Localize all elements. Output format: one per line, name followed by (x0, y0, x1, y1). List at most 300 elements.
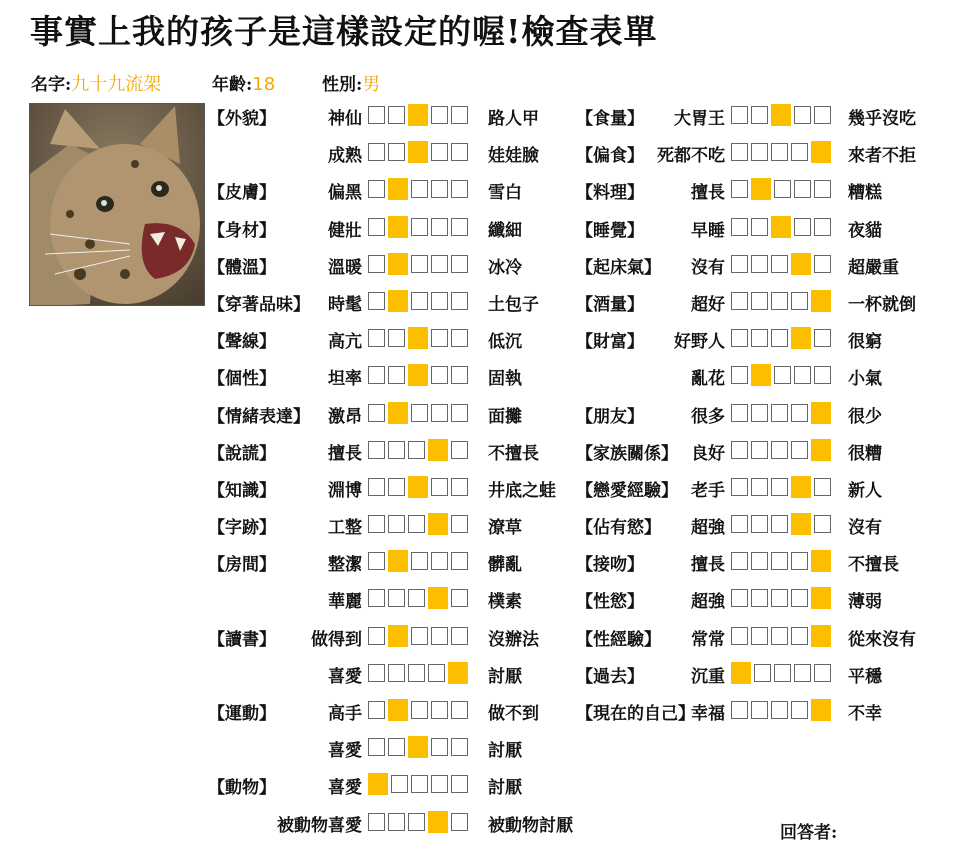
rating-box[interactable] (431, 738, 448, 756)
rating-box[interactable] (368, 441, 385, 459)
rating-box[interactable] (731, 627, 748, 645)
rating-box[interactable] (368, 292, 385, 310)
rating-box[interactable] (814, 218, 831, 236)
rating-box[interactable] (451, 478, 468, 496)
rating-box[interactable] (731, 552, 748, 570)
rating-scale (731, 106, 831, 126)
right-trait-label: 土包子 (488, 294, 539, 315)
rating-box-selected[interactable] (811, 402, 831, 424)
rating-box[interactable] (431, 775, 448, 793)
rating-scale (368, 515, 468, 535)
rating-scale (368, 404, 468, 424)
rating-scale (368, 664, 468, 684)
rating-box[interactable] (814, 478, 831, 496)
checklist-row (208, 98, 568, 135)
rating-box[interactable] (388, 366, 405, 384)
rating-scale (731, 552, 831, 572)
rating-scale (368, 329, 468, 349)
rating-box[interactable] (391, 775, 408, 793)
left-trait-label: 時髦 (328, 294, 362, 315)
checklist-row (576, 396, 936, 433)
left-trait-label: 偏黑 (328, 183, 362, 204)
gender-field (322, 70, 380, 96)
rating-box[interactable] (814, 366, 831, 384)
rating-box[interactable] (751, 143, 768, 161)
rating-box[interactable] (431, 404, 448, 422)
right-trait-label: 沒辦法 (488, 629, 539, 650)
rating-box[interactable] (771, 589, 788, 607)
rating-box[interactable] (431, 292, 448, 310)
category-label: 【皮膚】 (208, 183, 276, 204)
right-trait-label: 幾乎沒吃 (848, 109, 916, 129)
rating-box[interactable] (751, 701, 768, 719)
category-label: 【財富】 (576, 332, 644, 353)
rating-box[interactable] (388, 106, 405, 124)
rating-box[interactable] (388, 329, 405, 347)
left-trait-label: 神仙 (328, 109, 362, 129)
right-trait-label: 夜貓 (848, 220, 882, 241)
right-trait-label: 面攤 (488, 406, 522, 427)
rating-box-selected[interactable] (408, 736, 428, 758)
rating-box[interactable] (794, 106, 811, 124)
right-trait-label: 固執 (488, 369, 522, 390)
rating-box-selected[interactable] (791, 327, 811, 349)
rating-box-selected[interactable] (408, 364, 428, 386)
rating-box[interactable] (771, 143, 788, 161)
rating-box[interactable] (408, 664, 425, 682)
category-label: 【料理】 (576, 183, 644, 204)
rating-box[interactable] (731, 143, 748, 161)
rating-box[interactable] (791, 292, 808, 310)
right-trait-label: 不擅長 (848, 555, 899, 576)
rating-box[interactable] (751, 292, 768, 310)
left-trait-label: 很多 (691, 406, 725, 427)
rating-box[interactable] (774, 180, 791, 198)
name-field (31, 70, 161, 96)
right-trait-label: 新人 (848, 480, 882, 501)
category-label: 【接吻】 (576, 555, 644, 576)
rating-box[interactable] (771, 478, 788, 496)
rating-scale (731, 143, 831, 163)
checklist-row (208, 619, 568, 656)
name-label: 名字: (31, 75, 72, 95)
rating-box[interactable] (451, 441, 468, 459)
rating-box[interactable] (754, 664, 771, 682)
right-trait-label: 娃娃臉 (488, 146, 539, 167)
rating-box[interactable] (731, 218, 748, 236)
rating-box[interactable] (451, 180, 468, 198)
rating-box-selected[interactable] (811, 439, 831, 461)
left-trait-label: 擅長 (691, 183, 725, 204)
rating-box[interactable] (411, 701, 428, 719)
rating-box[interactable] (451, 106, 468, 124)
checklist-row (576, 433, 936, 470)
rating-box[interactable] (751, 218, 768, 236)
left-trait-label: 早睡 (691, 220, 725, 241)
rating-box[interactable] (411, 292, 428, 310)
category-label: 【食量】 (576, 109, 644, 129)
right-trait-label: 超嚴重 (848, 257, 899, 278)
rating-box[interactable] (411, 552, 428, 570)
rating-box[interactable] (388, 143, 405, 161)
rating-box[interactable] (411, 404, 428, 422)
rating-box[interactable] (774, 366, 791, 384)
rating-box[interactable] (368, 404, 385, 422)
left-trait-label: 死都不吃 (657, 146, 725, 167)
rating-box[interactable] (431, 627, 448, 645)
gender-value: 男 (362, 74, 381, 95)
rating-box[interactable] (451, 701, 468, 719)
rating-box-selected[interactable] (771, 216, 791, 238)
right-trait-label: 糟糕 (848, 183, 882, 204)
rating-box[interactable] (368, 478, 385, 496)
category-label: 【讀書】 (208, 629, 276, 650)
rating-box[interactable] (368, 366, 385, 384)
rating-box-selected[interactable] (388, 699, 408, 721)
rating-box[interactable] (791, 627, 808, 645)
rating-box-selected[interactable] (408, 104, 428, 126)
age-field (212, 70, 275, 95)
rating-scale (731, 441, 831, 461)
rating-box[interactable] (411, 775, 428, 793)
left-trait-label: 大胃王 (674, 109, 725, 129)
rating-box-selected[interactable] (388, 402, 408, 424)
rating-box[interactable] (368, 143, 385, 161)
rating-scale (731, 478, 831, 498)
rating-box-selected[interactable] (388, 290, 408, 312)
checklist-row (576, 619, 936, 656)
rating-box[interactable] (431, 180, 448, 198)
rating-box[interactable] (771, 515, 788, 533)
rating-box[interactable] (751, 404, 768, 422)
rating-box[interactable] (388, 441, 405, 459)
right-trait-label: 小氣 (848, 369, 882, 390)
answerer-label: 回答者: (780, 823, 838, 843)
rating-box[interactable] (771, 404, 788, 422)
rating-box[interactable] (794, 180, 811, 198)
rating-box[interactable] (431, 329, 448, 347)
left-trait-label: 喜愛 (328, 666, 362, 687)
rating-box[interactable] (431, 552, 448, 570)
rating-box[interactable] (791, 143, 808, 161)
left-trait-label: 坦率 (328, 369, 362, 390)
checklist-row (576, 247, 936, 284)
checklist-row (576, 321, 936, 358)
rating-box[interactable] (431, 106, 448, 124)
left-trait-label: 好野人 (674, 332, 725, 353)
rating-box[interactable] (751, 329, 768, 347)
left-trait-label: 沒有 (691, 257, 725, 278)
rating-box[interactable] (731, 366, 748, 384)
rating-box[interactable] (368, 627, 385, 645)
rating-scale (731, 627, 831, 647)
left-trait-label: 幸福 (691, 704, 725, 724)
rating-box[interactable] (368, 664, 385, 682)
rating-scale (368, 701, 468, 721)
checklist-row (208, 172, 568, 209)
rating-box[interactable] (368, 329, 385, 347)
rating-box[interactable] (451, 738, 468, 756)
rating-box[interactable] (731, 292, 748, 310)
rating-box[interactable] (451, 775, 468, 793)
rating-box-selected[interactable] (811, 587, 831, 609)
checklist-row (576, 581, 936, 618)
rating-box[interactable] (751, 441, 768, 459)
rating-box-selected[interactable] (428, 811, 448, 833)
checklist-row (576, 210, 936, 247)
rating-box[interactable] (791, 404, 808, 422)
right-trait-label: 不幸 (848, 704, 882, 724)
right-trait-label: 路人甲 (488, 109, 539, 129)
rating-box-selected[interactable] (428, 439, 448, 461)
name-value: 九十九流架 (71, 74, 162, 95)
rating-box-selected[interactable] (368, 773, 388, 795)
rating-box[interactable] (451, 366, 468, 384)
rating-scale (368, 478, 468, 498)
rating-box[interactable] (411, 255, 428, 273)
leopard-cat-photo (29, 103, 205, 306)
right-trait-label: 討厭 (488, 778, 522, 799)
left-trait-label: 良好 (691, 443, 725, 464)
category-label: 【睡覺】 (576, 220, 644, 241)
rating-scale (368, 366, 468, 386)
rating-box[interactable] (368, 255, 385, 273)
rating-box[interactable] (408, 515, 425, 533)
rating-box-selected[interactable] (811, 550, 831, 572)
rating-box-selected[interactable] (408, 476, 428, 498)
rating-box[interactable] (751, 515, 768, 533)
rating-box[interactable] (751, 255, 768, 273)
rating-box[interactable] (368, 552, 385, 570)
rating-box-selected[interactable] (428, 587, 448, 609)
rating-box[interactable] (791, 589, 808, 607)
rating-box-selected[interactable] (751, 178, 771, 200)
rating-box-selected[interactable] (811, 625, 831, 647)
rating-box[interactable] (731, 329, 748, 347)
rating-box[interactable] (814, 255, 831, 273)
rating-box[interactable] (368, 515, 385, 533)
rating-box[interactable] (431, 701, 448, 719)
rating-box[interactable] (751, 589, 768, 607)
rating-box[interactable] (814, 664, 831, 682)
rating-box[interactable] (408, 813, 425, 831)
rating-box[interactable] (451, 255, 468, 273)
right-trait-label: 冰冷 (488, 257, 522, 278)
rating-box[interactable] (431, 478, 448, 496)
rating-box[interactable] (368, 701, 385, 719)
rating-box[interactable] (751, 627, 768, 645)
right-trait-label: 不擅長 (488, 443, 539, 464)
rating-box[interactable] (814, 106, 831, 124)
rating-box[interactable] (388, 664, 405, 682)
category-label: 【佔有慾】 (576, 518, 661, 539)
rating-box[interactable] (731, 180, 748, 198)
rating-box-selected[interactable] (388, 178, 408, 200)
rating-box-selected[interactable] (811, 290, 831, 312)
rating-box-selected[interactable] (408, 327, 428, 349)
rating-box[interactable] (771, 441, 788, 459)
rating-box[interactable] (388, 478, 405, 496)
category-label: 【體溫】 (208, 257, 276, 278)
rating-box[interactable] (368, 106, 385, 124)
rating-box[interactable] (751, 552, 768, 570)
rating-box-selected[interactable] (811, 699, 831, 721)
rating-box-selected[interactable] (428, 513, 448, 535)
rating-box[interactable] (794, 218, 811, 236)
left-trait-label: 喜愛 (328, 778, 362, 799)
rating-box[interactable] (791, 441, 808, 459)
rating-box[interactable] (431, 255, 448, 273)
rating-scale (731, 515, 831, 535)
rating-box[interactable] (368, 180, 385, 198)
rating-box[interactable] (451, 813, 468, 831)
rating-box[interactable] (771, 292, 788, 310)
rating-box[interactable] (771, 627, 788, 645)
left-trait-label: 高亢 (328, 332, 362, 353)
rating-box[interactable] (431, 143, 448, 161)
left-checklist (208, 98, 573, 842)
left-trait-label: 華麗 (328, 592, 362, 613)
right-trait-label: 很窮 (848, 332, 882, 353)
rating-box[interactable] (451, 589, 468, 607)
rating-scale (731, 404, 831, 424)
gender-label: 性別: (322, 75, 363, 95)
rating-box[interactable] (431, 366, 448, 384)
category-label: 【外貌】 (208, 109, 276, 129)
rating-box[interactable] (451, 627, 468, 645)
rating-box[interactable] (794, 664, 811, 682)
rating-box[interactable] (731, 441, 748, 459)
right-trait-label: 來者不拒 (848, 146, 916, 167)
left-trait-label: 高手 (328, 704, 362, 724)
rating-box[interactable] (431, 218, 448, 236)
checklist-row (208, 321, 568, 358)
rating-box[interactable] (771, 329, 788, 347)
checklist-row (208, 805, 573, 842)
rating-scale (368, 180, 468, 200)
rating-box-selected[interactable] (388, 253, 408, 275)
left-trait-label: 超強 (691, 518, 725, 539)
rating-box-selected[interactable] (388, 625, 408, 647)
left-trait-label: 激昂 (328, 406, 362, 427)
right-trait-label: 一杯就倒 (848, 294, 916, 315)
right-trait-label: 纖細 (488, 220, 522, 241)
rating-box[interactable] (388, 738, 405, 756)
rating-box[interactable] (731, 404, 748, 422)
rating-box[interactable] (408, 441, 425, 459)
category-label: 【情緒表達】 (208, 406, 310, 427)
checklist-row (208, 730, 568, 767)
rating-box[interactable] (731, 701, 748, 719)
rating-scale (368, 552, 468, 572)
left-trait-label: 亂花 (691, 369, 725, 390)
rating-scale (368, 627, 468, 647)
rating-box[interactable] (451, 515, 468, 533)
rating-box[interactable] (731, 589, 748, 607)
rating-box[interactable] (751, 478, 768, 496)
category-label: 【起床氣】 (576, 257, 661, 278)
rating-box[interactable] (411, 627, 428, 645)
rating-box[interactable] (451, 292, 468, 310)
rating-box[interactable] (731, 106, 748, 124)
rating-box[interactable] (368, 589, 385, 607)
right-trait-label: 很糟 (848, 443, 882, 464)
rating-box[interactable] (771, 255, 788, 273)
rating-box-selected[interactable] (731, 662, 751, 684)
rating-box[interactable] (408, 589, 425, 607)
rating-box[interactable] (794, 366, 811, 384)
checklist-row (208, 507, 568, 544)
rating-scale (368, 775, 468, 795)
checklist-row (208, 544, 568, 581)
category-label: 【動物】 (208, 778, 276, 799)
rating-box[interactable] (791, 552, 808, 570)
category-label: 【朋友】 (576, 406, 644, 427)
rating-box[interactable] (411, 180, 428, 198)
rating-box[interactable] (731, 515, 748, 533)
rating-box[interactable] (368, 813, 385, 831)
rating-box-selected[interactable] (388, 216, 408, 238)
rating-box-selected[interactable] (448, 662, 468, 684)
rating-box[interactable] (451, 329, 468, 347)
rating-box[interactable] (451, 143, 468, 161)
rating-box[interactable] (814, 515, 831, 533)
left-trait-label: 喜愛 (328, 741, 362, 762)
checklist-row (208, 693, 568, 730)
rating-box[interactable] (751, 106, 768, 124)
rating-box[interactable] (774, 664, 791, 682)
rating-box-selected[interactable] (408, 141, 428, 163)
right-trait-label: 很少 (848, 406, 882, 427)
rating-box[interactable] (814, 180, 831, 198)
rating-box[interactable] (451, 404, 468, 422)
checklist-row (576, 172, 936, 209)
rating-box-selected[interactable] (791, 513, 811, 535)
rating-box[interactable] (791, 701, 808, 719)
rating-box[interactable] (388, 515, 405, 533)
right-trait-label: 沒有 (848, 518, 882, 539)
rating-box[interactable] (771, 701, 788, 719)
rating-box[interactable] (731, 255, 748, 273)
category-label: 【家族關係】 (576, 443, 678, 464)
rating-box[interactable] (814, 329, 831, 347)
category-label: 【性經驗】 (576, 629, 661, 650)
rating-box[interactable] (368, 218, 385, 236)
rating-box-selected[interactable] (791, 476, 811, 498)
rating-box[interactable] (388, 589, 405, 607)
rating-box-selected[interactable] (811, 141, 831, 163)
rating-box-selected[interactable] (751, 364, 771, 386)
rating-box-selected[interactable] (388, 550, 408, 572)
right-trait-label: 平穩 (848, 666, 882, 687)
rating-box[interactable] (771, 552, 788, 570)
checklist-row (208, 135, 568, 172)
rating-box[interactable] (451, 552, 468, 570)
rating-box[interactable] (451, 218, 468, 236)
category-label: 【過去】 (576, 666, 644, 687)
rating-box-selected[interactable] (791, 253, 811, 275)
left-trait-label: 常常 (691, 629, 725, 650)
rating-box[interactable] (731, 478, 748, 496)
rating-box-selected[interactable] (771, 104, 791, 126)
rating-box[interactable] (428, 664, 445, 682)
rating-box[interactable] (388, 813, 405, 831)
rating-box[interactable] (411, 218, 428, 236)
checklist-row (576, 135, 936, 172)
checklist-row (576, 656, 936, 693)
rating-box[interactable] (368, 738, 385, 756)
checklist-row (208, 581, 568, 618)
